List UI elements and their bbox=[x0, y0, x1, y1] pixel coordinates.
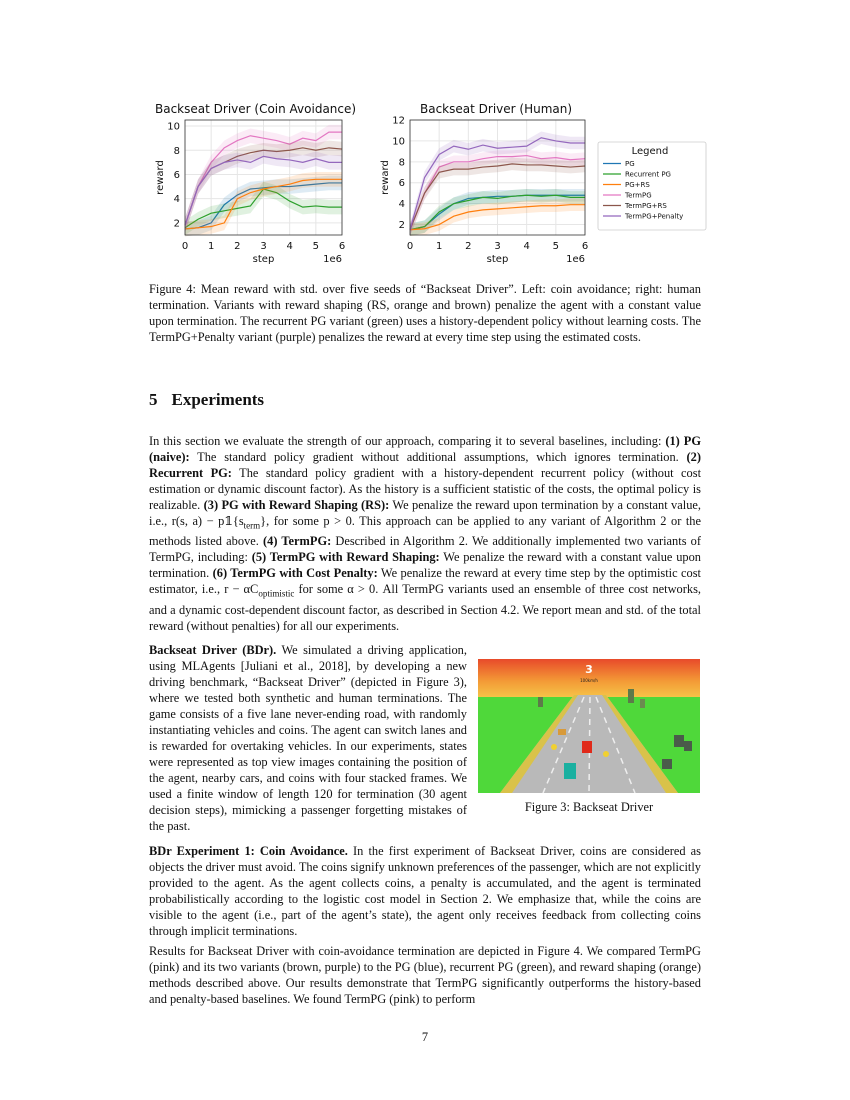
intro-text: We penalize the reward with a constant value upon termination. bbox=[149, 550, 701, 581]
intro-text: The standard policy gradient without additional assumptions, which ignores termination. bbox=[189, 450, 687, 464]
coin-avoidance-chart bbox=[155, 120, 345, 265]
x-axis-label: step bbox=[252, 254, 275, 265]
figure-3-image bbox=[478, 659, 700, 793]
exp1-heading: BDr Experiment 1: Coin Avoidance. bbox=[149, 844, 348, 858]
intro-paragraph bbox=[149, 433, 701, 634]
legend-label: TermPG bbox=[625, 191, 652, 200]
coin bbox=[603, 751, 609, 757]
x-axis-label: step bbox=[486, 254, 509, 265]
bdr-text: We simulated a driving application, using MLAgents [Juliani et al., 2018], by developing a new driving benchmark, “Backseat Driver” (depicted in Figure 3), where we tested both synthetic and human terminations. The game consists of a five lane never-ending road, with randomly instantiating vehicles and coins. The agent can switch lanes and is rewarded for overtaking vehicles. In our experiments, states were represented as top view images containing the position of the agent, nearby cars, and coins with four stacked frames. We used a finite window of length 120 for termination (30 agent decision steps), mimicking a passenger forgetting mistakes of the past. bbox=[149, 643, 467, 833]
y-tick-label: 2 bbox=[173, 218, 180, 230]
x-tick-label: 3 bbox=[494, 241, 501, 252]
y-axis-label: reward bbox=[380, 160, 391, 195]
x-tick-label: 2 bbox=[234, 241, 241, 252]
y-tick-label: 10 bbox=[392, 136, 405, 148]
rock bbox=[684, 741, 692, 751]
x-tick-label: 4 bbox=[523, 241, 530, 252]
y-tick-label: 8 bbox=[398, 157, 405, 169]
section-title: Experiments bbox=[171, 390, 265, 409]
figure-4-text: Mean reward with std. over five seeds of “Backseat Driver”. Left: coin avoidance; right: human termination. Variants with reward shaping (RS, orange and brown) penalize the agent with a constant value upon termination. The recurrent PG variant (green) uses a history-dependent policy without learning costs. The TermPG+Penalty variant (purple) penalizes the reward at every time step using the estimated costs. bbox=[149, 282, 701, 344]
human-chart bbox=[380, 116, 588, 266]
intro-text: Described in Algorithm 2. We additionally implemented two variants of TermPG, including: bbox=[149, 534, 702, 565]
x-tick-label: 5 bbox=[312, 241, 320, 252]
x-tick-label: 5 bbox=[552, 241, 560, 252]
chart-title-coin: Backseat Driver (Coin Avoidance) bbox=[155, 102, 357, 116]
exp1-text: In the first experiment of Backseat Driver, coins are considered as objects the driver must avoid. The coins signify unknown preferences of the passenger, which are not explicitly provided to the agent. As the agent collects coins, a penalty is accumulated, and the agent is terminated probabilistically according to the logistic cost model in Section 2. We emphasize that, while the coins are visible to the agent (i.e., part of the agent’s state), the agent only receives feedback from collecting coins through implicit terminations. bbox=[149, 844, 702, 938]
intro-text: We penalize the reward at every time step by the optimistic cost estimator, i.e., r − αC bbox=[149, 566, 701, 597]
legend-label: Recurrent PG bbox=[625, 170, 671, 179]
y-tick-label: 12 bbox=[392, 115, 405, 127]
chart-title-human: Backseat Driver (Human) bbox=[420, 102, 573, 116]
results-text: Results for Backseat Driver with coin-avoidance termination are depicted in Figure 4. We compared TermPG (pink) and its two variants (brown, purple) to the PG (blue), recurrent PG (green), and reward shaping (orange) methods described above. Our results demonstrate that TermPG significantly outperforms the history-based and penalty-based baselines. We found TermPG (pink) to perform bbox=[149, 944, 701, 1006]
vehicle bbox=[558, 729, 566, 735]
rock bbox=[662, 759, 672, 769]
vehicle bbox=[582, 741, 592, 753]
intro-text: We penalize the reward upon termination by a constant value, i.e., r(s, a) − p𝟙{s bbox=[149, 498, 701, 528]
legend-label: PG bbox=[625, 160, 635, 168]
legend-label: TermPG+RS bbox=[625, 202, 667, 210]
x-tick-label: 6 bbox=[338, 241, 346, 252]
intro-text: The standard policy gradient with a history-dependent recurrent policy (without cost estimation or dynamic discount factor). As the history is a sufficient statistic of the costs, the optimal policy is realizable. bbox=[149, 466, 702, 512]
x-axis-exponent: 1e6 bbox=[323, 254, 342, 265]
y-tick-label: 6 bbox=[173, 169, 180, 181]
agent-car bbox=[564, 763, 576, 779]
score-readout: 3 bbox=[585, 663, 593, 676]
baseline-4-label: (4) TermPG: bbox=[263, 534, 332, 549]
tree bbox=[640, 699, 645, 708]
figure-4-label: Figure 4: bbox=[149, 282, 196, 296]
intro-text: }, for some p > 0. This approach can be applied to any variant of Algorithm 2 or the methods listed above. bbox=[149, 514, 701, 549]
page-number: 7 bbox=[421, 1030, 429, 1044]
intro-subscript: optimistic bbox=[258, 588, 295, 599]
y-tick-label: 2 bbox=[398, 220, 405, 232]
x-tick-label: 3 bbox=[260, 241, 267, 252]
figure-3-caption: Figure 3: Backseat Driver bbox=[524, 800, 654, 814]
y-tick-label: 10 bbox=[167, 121, 180, 133]
baseline-3-label: (3) PG with Reward Shaping (RS): bbox=[203, 498, 390, 512]
speed-readout: 100km/h bbox=[580, 678, 598, 683]
results-paragraph bbox=[149, 943, 701, 1007]
x-axis-exponent: 1e6 bbox=[566, 254, 585, 265]
intro-text: for some α > 0. All TermPG variants used an ensemble of three cost networks, and a dynamic cost-dependent discount factor, as described in Section 4.2. We report mean and std. of the total reward (without penalties) for all our experiments. bbox=[149, 582, 701, 633]
x-tick-label: 4 bbox=[286, 241, 293, 252]
x-tick-label: 0 bbox=[181, 241, 189, 252]
y-axis-label: reward bbox=[155, 160, 166, 195]
tree bbox=[628, 689, 634, 703]
section-number: 5 bbox=[149, 390, 158, 409]
legend-title: Legend bbox=[631, 146, 669, 157]
exp1-paragraph bbox=[149, 843, 701, 939]
intro-subscript: term bbox=[243, 520, 261, 531]
y-tick-label: 6 bbox=[398, 178, 405, 190]
y-tick-label: 4 bbox=[398, 199, 405, 211]
baseline-5-label: (5) TermPG with Reward Shaping: bbox=[251, 550, 440, 565]
x-tick-label: 1 bbox=[207, 241, 215, 252]
baseline-2-label: (2) Recurrent PG: bbox=[149, 450, 701, 480]
tree bbox=[538, 697, 543, 707]
x-tick-label: 2 bbox=[465, 241, 472, 252]
chart-legend bbox=[598, 142, 706, 230]
x-tick-label: 1 bbox=[435, 241, 443, 252]
baseline-1-label: (1) PG (naive): bbox=[149, 434, 701, 464]
bdr-paragraph bbox=[149, 642, 467, 834]
figure-4-caption bbox=[149, 281, 701, 345]
x-tick-label: 0 bbox=[406, 241, 414, 252]
legend-label: TermPG+Penalty bbox=[625, 212, 684, 221]
intro-text: In this section we evaluate the strength of our approach, comparing it to several baselines, including: bbox=[149, 434, 666, 448]
figure-4-charts bbox=[140, 112, 710, 267]
coin bbox=[551, 744, 557, 750]
rock bbox=[674, 735, 684, 747]
baseline-6-label: (6) TermPG with Cost Penalty: bbox=[212, 566, 378, 581]
section-heading bbox=[149, 390, 264, 410]
x-tick-label: 6 bbox=[581, 241, 589, 252]
legend-label: PG+RS bbox=[625, 181, 650, 189]
y-tick-label: 4 bbox=[173, 194, 180, 206]
y-tick-label: 8 bbox=[173, 145, 180, 157]
bdr-heading: Backseat Driver (BDr). bbox=[149, 643, 277, 657]
